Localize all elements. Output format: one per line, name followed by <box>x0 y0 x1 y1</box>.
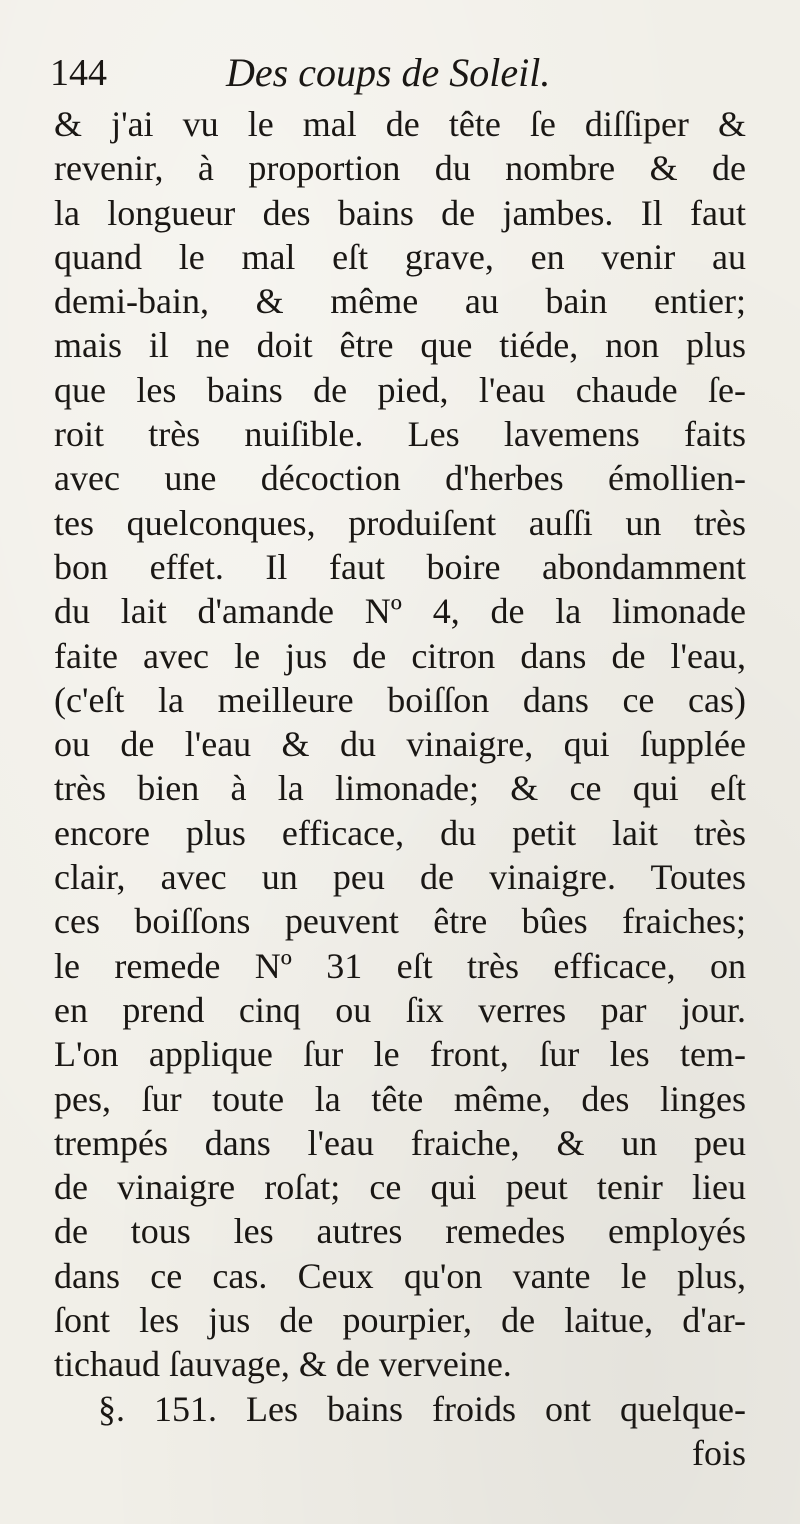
text-line: faite avec le jus de citron dans de l'eau, <box>54 635 746 676</box>
text-line: la longueur des bains de jambes. Il faut <box>54 192 746 233</box>
text-line: ſont les jus de pourpier, de laitue, d'ar- <box>54 1300 746 1341</box>
text-line: du lait d'amande Nº 4, de la limonade <box>54 591 746 632</box>
catchword: fois <box>692 1432 746 1473</box>
text-line: (c'eſt la meilleure boiſſon dans ce cas) <box>54 679 746 720</box>
text-line: demi-bain, & même au bain entier; <box>54 281 746 322</box>
text-line: encore plus efficace, du petit lait très <box>54 812 746 853</box>
text-line: tichaud ſauvage, & de verveine. <box>54 1344 512 1385</box>
text-line: dans ce cas. Ceux qu'on vante le plus, <box>54 1255 746 1296</box>
text-line: L'on applique ſur le front, ſur les tem- <box>54 1034 746 1075</box>
text-line: mais il ne doit être que tiéde, non plus <box>54 325 746 366</box>
text-line: que les bains de pied, l'eau chaude ſe- <box>54 369 746 410</box>
text-line: revenir, à proportion du nombre & de <box>54 148 746 189</box>
text-line: roit très nuiſible. Les lavemens faits <box>54 414 746 455</box>
text-line: de tous les autres remedes employés <box>54 1211 746 1252</box>
text-line: avec une décoction d'herbes émollien- <box>54 458 746 499</box>
text-line: quand le mal eſt grave, en venir au <box>54 236 746 277</box>
text-line: en prend cinq ou ſix verres par jour. <box>54 989 746 1030</box>
text-line: & j'ai vu le mal de tête ſe diſſiper & <box>54 104 746 144</box>
body-text <box>54 102 746 1475</box>
running-title: Des coups de Soleil. <box>226 50 551 95</box>
text-line: trempés dans l'eau fraiche, & un peu <box>54 1122 746 1163</box>
text-line: clair, avec un peu de vinaigre. Toutes <box>54 857 746 898</box>
text-line: ou de l'eau & du vinaigre, qui ſupplée <box>54 724 746 765</box>
page-header <box>50 48 750 98</box>
text-line: bon effet. Il faut boire abondamment <box>54 546 746 587</box>
page-number: 144 <box>50 52 107 94</box>
text-line: ces boiſſons peuvent être bûes fraiches; <box>54 901 746 942</box>
section-start-line: §. 151. Les bains froids ont quelque- <box>98 1388 746 1429</box>
text-line: très bien à la limonade; & ce qui eſt <box>54 768 746 809</box>
text-line: le remede Nº 31 eſt très efficace, on <box>54 945 746 986</box>
text-line: de vinaigre roſat; ce qui peut tenir lieu <box>54 1167 746 1208</box>
text-line: tes quelconques, produiſent auſſi un très <box>54 502 746 543</box>
text-line: pes, ſur toute la tête même, des linges <box>54 1078 746 1119</box>
